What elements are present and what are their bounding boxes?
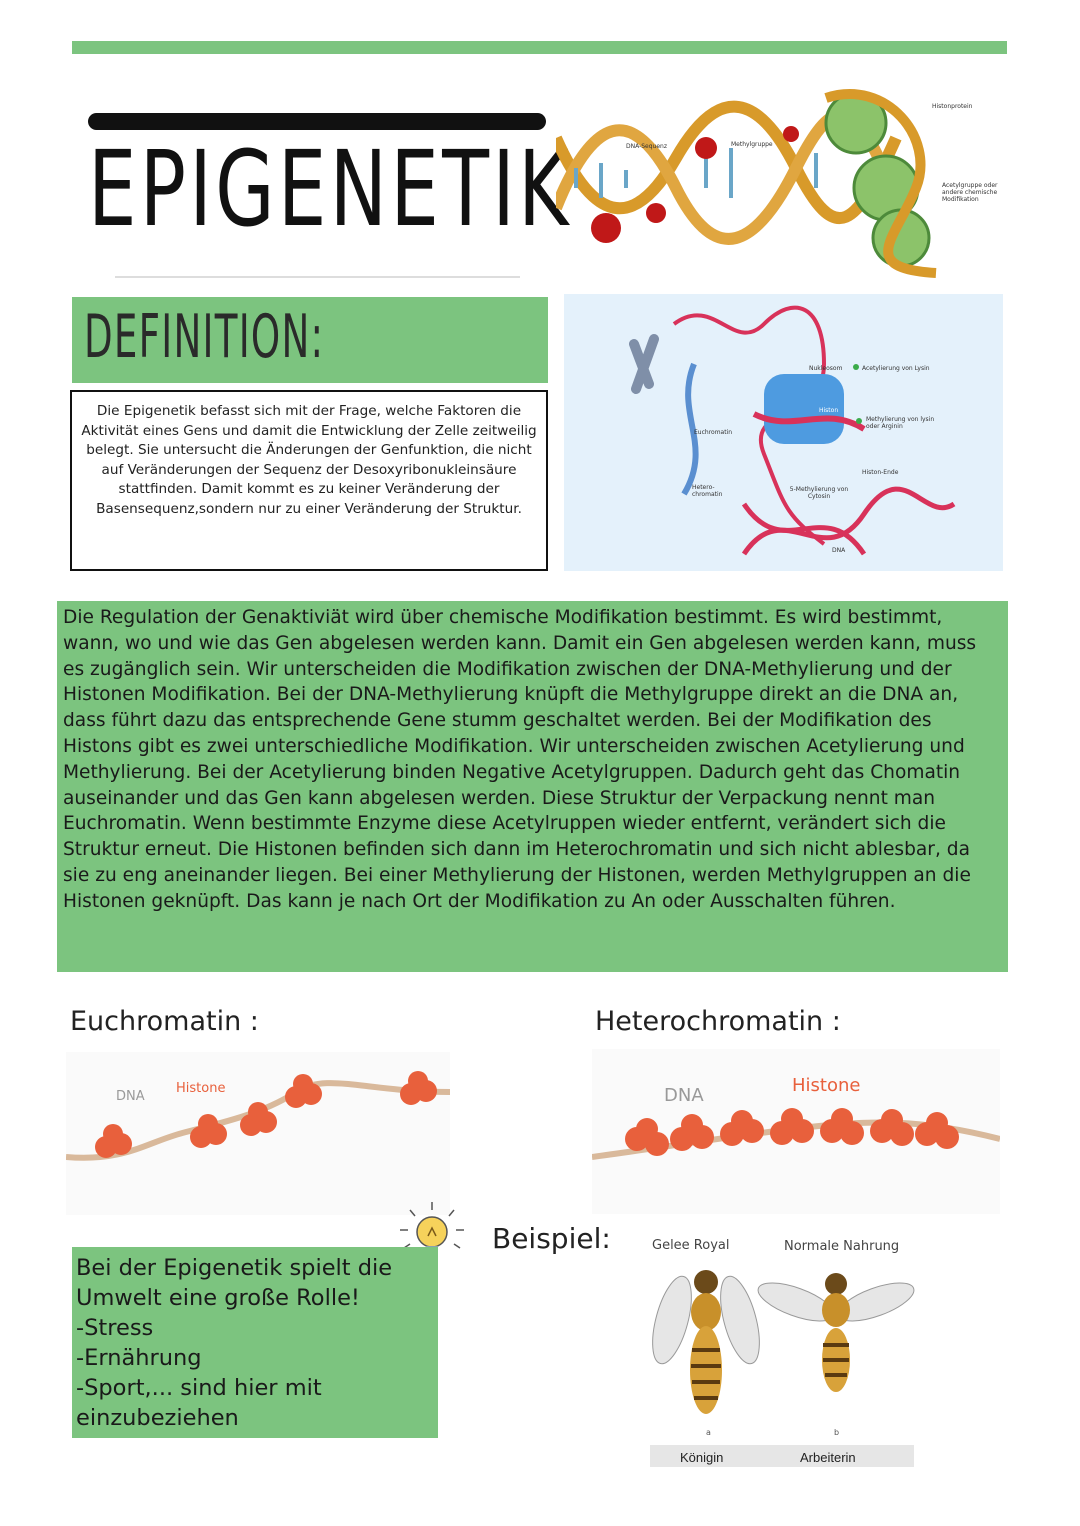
histone-icon xyxy=(95,1124,132,1158)
definition-text: Die Epigenetik befasst sich mit der Frage, welche Faktoren die Aktivität eines Gens und damit die Entwicklung der Zelle zeitweilig belegt. Sie untersucht die Änderungen der Genfunktion, die nicht auf Veränderungen der Sequenz der Desoxyribonukleinsäure stattfinden. Damit kommt es zu keiner Veränderung der Basensequenz,sondern nur zu einer Veränderung der Struktur. xyxy=(70,390,548,571)
euchromatin-illustration xyxy=(66,1052,450,1215)
main-explanation-text: Die Regulation der Genaktiviät wird über chemische Modifikation bestimmt. Es wird bestimmt, wann, wo und wie das Gen abgelesen werden kann. Damit ein Gen abgelesen werden kann, muss es zugänglich sein. Wir unterscheiden die Modifikation zwischen der DNA-Methylierung und der Histonen Modifikation. Bei der DNA-Methylierung knüpft die Methylgruppe direkt an die DNA an, dass führt dazu das entsprechende Gene stumm geschaltet werden. Bei der Modifikation des Histons gibt es zwei unterschiedliche Modifikation. Wir unterscheiden zwischen Acetylierung und Methylierung. Bei der Acetylierung binden Negative Acetylgruppen. Dadurch geht das Chomatin auseinander und das Gen kann abgelesen werden. Diese Struktur der Verpackung nennt man Euchromatin. Wenn bestimmte Enzyme diese Acetylruppen wieder entfernt, verändert sich die Struktur erneut. Die Histonen befinden sich dann im Heterochromatin und sich nicht ablesbar, da sie zu eng aneinander liegen. Bei einer Methylierung der Histonen, werden Methylgruppen an die Histonen geknüpft. Das kann je nach Ort der Modifikation zu An oder Ausschalten führen. xyxy=(57,601,1008,972)
royal-jelly-label: Gelee Royal xyxy=(652,1238,730,1253)
definition-heading: DEFINITION: xyxy=(84,302,325,372)
top-accent-bar xyxy=(72,41,1007,54)
queen-bee-icon xyxy=(645,1270,767,1414)
chromatin-structure-illustration xyxy=(564,294,1003,571)
histone-icon xyxy=(190,1114,227,1148)
methylation-label: Methylierung von lysin oder Arginin xyxy=(866,416,935,430)
dna-helix-illustration xyxy=(556,78,1006,278)
environment-line: Bei der Epigenetik spielt die xyxy=(76,1255,393,1281)
euchromatin-label: Euchromatin xyxy=(694,429,733,436)
methyl-group-icon xyxy=(591,213,621,243)
histone-label: Histon xyxy=(819,407,839,414)
acetyl-group-label: Acetylgruppe oder andere chemische Modifikation xyxy=(942,182,998,203)
bee-comparison-illustration xyxy=(636,1230,926,1470)
normal-food-label: Normale Nahrung xyxy=(784,1239,900,1254)
page-title: EPIGENETIK xyxy=(88,128,572,250)
histone-protein-label: Histonprotein xyxy=(932,103,973,110)
example-heading: Beispiel: xyxy=(492,1222,611,1255)
methyl-group-icon xyxy=(783,126,799,142)
dna-label: DNA xyxy=(664,1085,704,1106)
dna-label: DNA xyxy=(116,1089,145,1104)
title-rule xyxy=(115,276,520,278)
methyl-group-icon xyxy=(646,203,666,223)
dna-label: DNA xyxy=(832,547,846,554)
worker-bee-icon xyxy=(754,1273,919,1392)
heterochromatin-heading: Heterochromatin : xyxy=(595,1006,841,1037)
dna-sequence-label: DNA-Sequenz xyxy=(626,143,668,150)
heterochromatin-label: Hetero-chromatin xyxy=(692,484,723,498)
figure-label-a: a xyxy=(706,1428,711,1437)
environment-note xyxy=(72,1247,438,1438)
queen-label: Königin xyxy=(680,1450,724,1465)
euchromatin-heading: Euchromatin : xyxy=(70,1006,259,1037)
acetylation-label: Acetylierung von Lysin xyxy=(862,365,930,372)
cytosine-methylation-label: 5-Methylierung von Cytosin xyxy=(789,486,849,500)
methyl-group-label: Methylgruppe xyxy=(731,141,773,148)
environment-line: -Sport,... sind hier mit xyxy=(76,1375,322,1401)
histone-icon xyxy=(625,1108,959,1156)
environment-line: Umwelt eine große Rolle! xyxy=(76,1285,360,1311)
environment-line: -Ernährung xyxy=(76,1345,202,1371)
histone-label: Histone xyxy=(792,1075,861,1096)
environment-line: einzubeziehen xyxy=(76,1405,239,1431)
methyl-group-icon xyxy=(695,137,717,159)
heterochromatin-illustration xyxy=(592,1049,1000,1214)
histone-label: Histone xyxy=(176,1081,226,1096)
figure-label-b: b xyxy=(834,1428,840,1437)
histone-icon xyxy=(285,1074,322,1108)
histone-icon xyxy=(400,1071,437,1105)
environment-line: -Stress xyxy=(76,1315,154,1341)
worker-label: Arbeiterin xyxy=(800,1450,856,1465)
nucleosome-label: Nukleosom xyxy=(809,365,843,372)
histone-tail-label: Histon-Ende xyxy=(862,469,899,476)
